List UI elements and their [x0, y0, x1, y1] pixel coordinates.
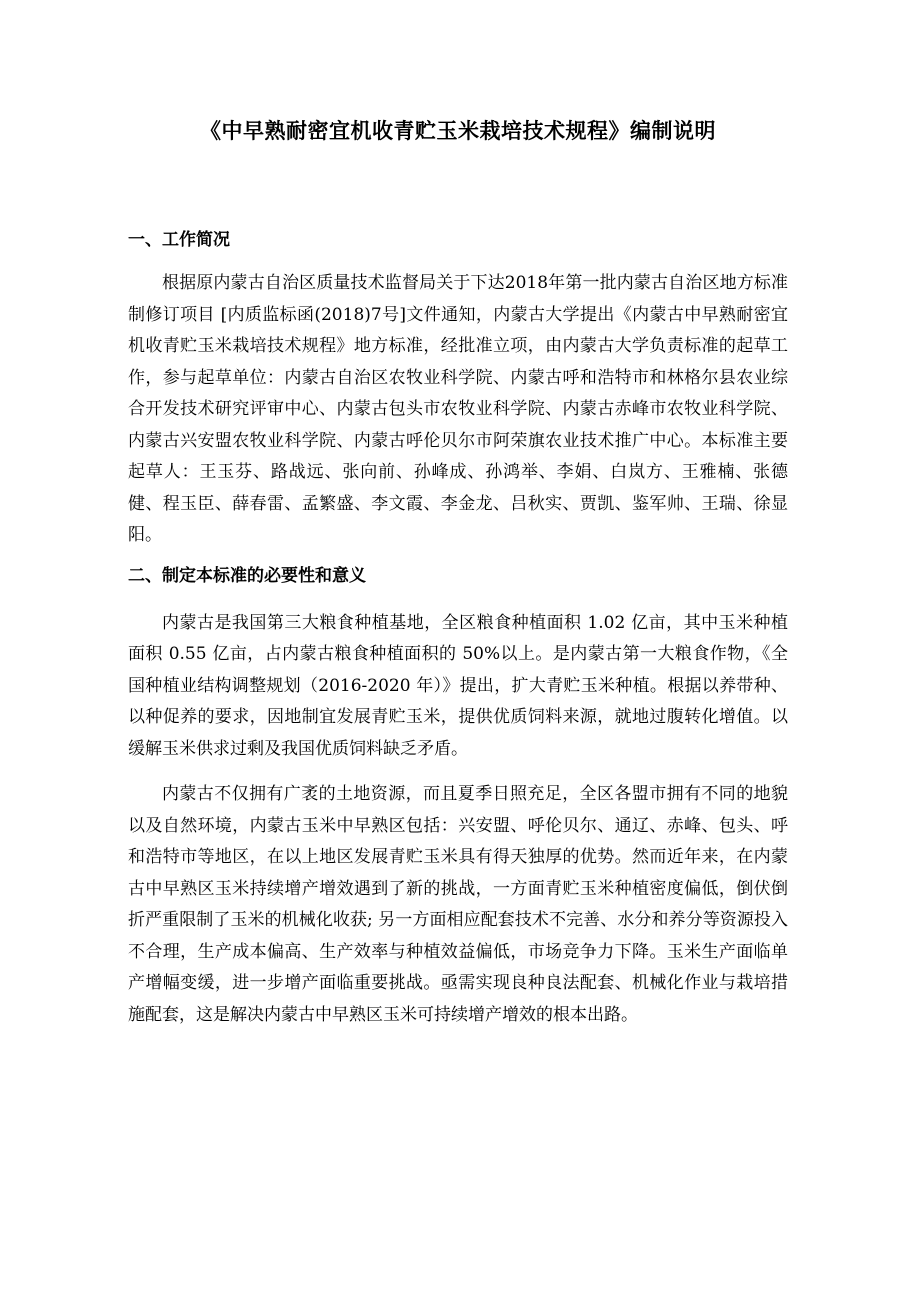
- paragraph: 根据原内蒙古自治区质量技术监督局关于下达2018年第一批内蒙古自治区地方标准制修订项目 [内质监标函(2018)7号]文件通知，内蒙古大学提出《内蒙古中早熟耐密宜机收青贮玉米栽培技术规程》地方标准，经批准立项，由内蒙古大学负责标准的起草工作，参与起草单位：内蒙古自治区农牧业科学院、内蒙古呼和浩特市和林格尔县农业综合开发技术研究评审中心、内蒙古包头市农牧业科学院、内蒙古赤峰市农牧业科学院、内蒙古兴安盟农牧业科学院、内蒙古呼伦贝尔市阿荣旗农业技术推广中心。本标准主要起草人：王玉芬、路战远、张向前、孙峰成、孙鸿举、李娟、白岚方、王雅楠、张德健、程玉臣、薛春雷、孟繁盛、李文霞、李金龙、吕秋实、贾凯、鉴军帅、王瑞、徐显阳。: [128, 273, 788, 545]
- section-work-overview: [128, 228, 788, 552]
- section-heading: 一、工作简况: [128, 230, 230, 250]
- section-heading: 二、制定本标准的必要性和意义: [128, 565, 366, 586]
- paragraph: 内蒙古不仅拥有广袤的土地资源，而且夏季日照充足，全区各盟市拥有不同的地貌以及自然环境，内蒙古玉米中早熟区包括：兴安盟、呼伦贝尔、通辽、赤峰、包头、呼和浩特市等地区，在以上地区发展青贮玉米具有得天独厚的优势。然而近年来，在内蒙古中早熟区玉米持续增产增效遇到了新的挑战，一方面青贮玉米种植密度偏低，倒伏倒折严重限制了玉米的机械化收获; 另一方面相应配套技术不完善、水分和养分等资源投入不合理，生产成本偏高、生产效率与种植效益偏低，市场竞争力下降。玉米生产面临单产增幅变缓，进一步增产面临重要挑战。亟需实现良种良法配套、机械化作业与栽培措施配套，这是解决内蒙古中早熟区玉米可持续增产增效的根本出路。: [128, 784, 788, 1025]
- document-title: 《中早熟耐密宜机收青贮玉米栽培技术规程》编制说明: [200, 119, 716, 143]
- section-necessity-significance: [128, 564, 788, 1032]
- paragraph: 内蒙古是我国第三大粮食种植基地，全区粮食种植面积 1.02 亿亩，其中玉米种植面积 0.55 亿亩，占内蒙古粮食种植面积的 50%以上。是内蒙古第一大粮食作物，《全国种植业结构调整规划（2016-2020 年）》提出，扩大青贮玉米种植。根据以养带种、以种促养的要求，因地制宜发展青贮玉米，提供优质饲料来源，就地过腹转化增值。以缓解玉米供求过剩及我国优质饲料缺乏矛盾。: [128, 612, 788, 759]
